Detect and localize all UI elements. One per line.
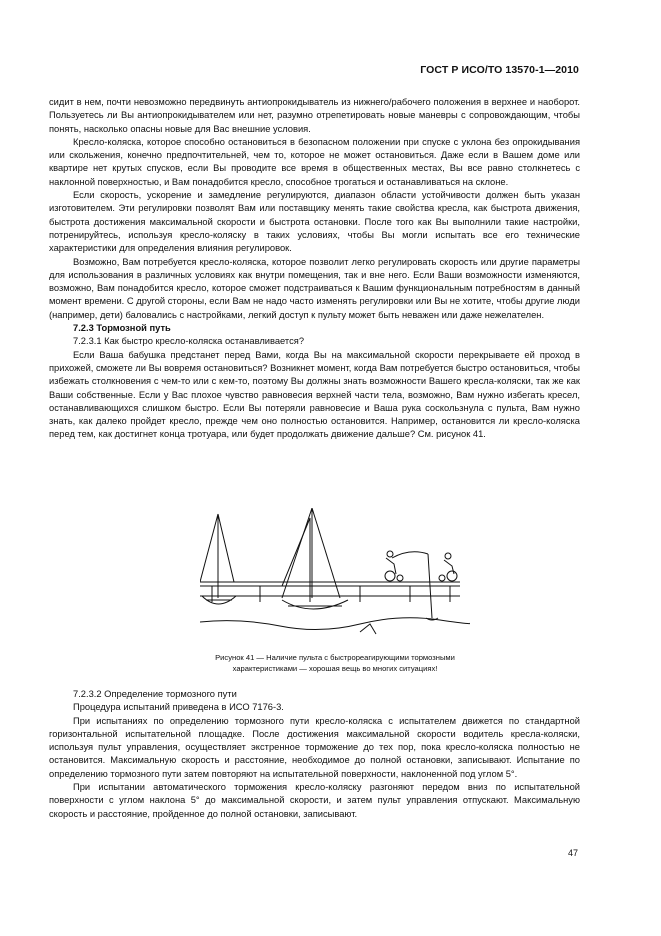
figure-caption	[140, 652, 530, 674]
subsection-heading: 7.2.3.1 Как быстро кресло-коляска останавливается?	[73, 336, 305, 347]
subsection-heading: 7.2.3.2 Определение тормозного пути	[73, 689, 237, 699]
caption-line: Рисунок 41 — Наличие пульта с быстрореагирующими тормозными	[215, 653, 455, 662]
paragraph: При испытании автоматического торможения кресло-коляску разгоняют передом вниз по испытательной поверхности с углом наклона 5° до максимальной скорости, и затем пульт управления отпускают. Максимальную скорость и расстояние, пройденное до полной остановки, записывают.	[49, 782, 580, 819]
boats-and-wheelchair-drawing	[200, 508, 470, 643]
paragraph: Кресло-коляска, которое способно остановиться в безопасном положении при спуске с уклона без опрокидывания или скольжения, конечно предпочтительней, чем то, которое не может остановиться. Даже если в Вашем доме или квартире нет крутых спусков, если Вы проводите все время в общественных местах, Вы все равно столкнетесь с наклонной поверхностью, и Вам понадобится кресло, способное трогаться и останавливаться на склоне.	[49, 136, 580, 187]
paragraph: Процедура испытаний приведена в ИСО 7176-3.	[73, 702, 284, 713]
paragraph: Если скорость, ускорение и замедление регулируются, диапазон области устойчивости должен быть указан изготовителем. Эти регулировки позволят Вам или поставщику менять такие свойства кресла, как быстрота движения, быстрота достижения максимальной скорости и быстрота остановки. После того как Вы выполнили такие настройки, потренируйтесь, используя кресло-коляску в таких условиях, чтобы Вы могли испытать все его технические характеристики для определения влияния регулировок.	[49, 190, 580, 254]
paragraph: Возможно, Вам потребуется кресло-коляска, которое позволит легко регулировать скорость или другие параметры для использования в различных условиях как внутри помещения, так и вне него. Если Ваши возможности изменяются, возможно, Вам понадобится кресло, которое сможет подстраиваться к Вашим функциональным потребностям в данный момент времени. С другой стороны, если Вам не надо часто изменять регулировки или Вы не хотите, чтобы другие люди (например, дети) баловались с настройками, легкий доступ к пульту может быть неважен или даже нежелателен.	[49, 256, 580, 320]
figure-illustration	[200, 508, 470, 643]
paragraph: При испытаниях по определению тормозного пути кресло-коляска с испытателем движется по стандартной горизонтальной испытательной площадке. После достижения максимальной скорости водитель кресла-коляски, используя пульт управления, осуществляет экстренное торможение до тех пор, пока кресло-коляска полностью не остановится. Максимальную скорость и расстояние, необходимое до полной остановки, записывают. Испытание по определению тормозного пути затем повторяют на испытательной поверхности, наклоненной под углом 5°.	[49, 715, 580, 779]
paragraph: Если Ваша бабушка предстанет перед Вами, когда Вы на максимальной скорости перекрываете ей проход в прихожей, сможете ли Вы вовремя остановиться? Возникнет момент, когда Вам потребуется быстро остановиться, чтобы избежать столкновения с чем-то или с кем-то, поэтому Вы должны знать возможности Вашего кресла-коляски, так же как Ваши собственные. Если у Вас плохое чувство равновесия верхней части тела, возможно, Вам нужно избегать кресел, останавливающихся слишком быстро. Если Вы потеряли равновесие и Ваша рука соскользнула с пульта, Вам нужно знать, как далеко пройдет кресло, прежде чем оно полностью остановится. Например, остановится ли кресло-коляска перед тем, как достигнет конца тротуара, или будет продолжать движение дальше? См. рисунок 41.	[49, 349, 580, 440]
caption-line: характеристиками — хорошая вещь во многих ситуациях!	[232, 664, 438, 673]
paragraph: сидит в нем, почти невозможно передвинуть антиопрокидыватель из нижнего/рабочего положения в верхнее и наоборот. Пользуетесь ли Вы антиопрокидывателем или нет, разумно отрепетировать новые маневры с сопровождающим, чтобы понять, насколько опасны новые для Вас внешние условия.	[49, 97, 580, 134]
page-number: 47	[567, 848, 578, 858]
document-code: ГОСТ Р ИСО/ТО 13570-1—2010	[420, 64, 579, 76]
section-heading: 7.2.3 Тормозной путь	[73, 323, 171, 334]
body-text-bottom	[49, 688, 580, 821]
body-text-top	[49, 96, 580, 442]
